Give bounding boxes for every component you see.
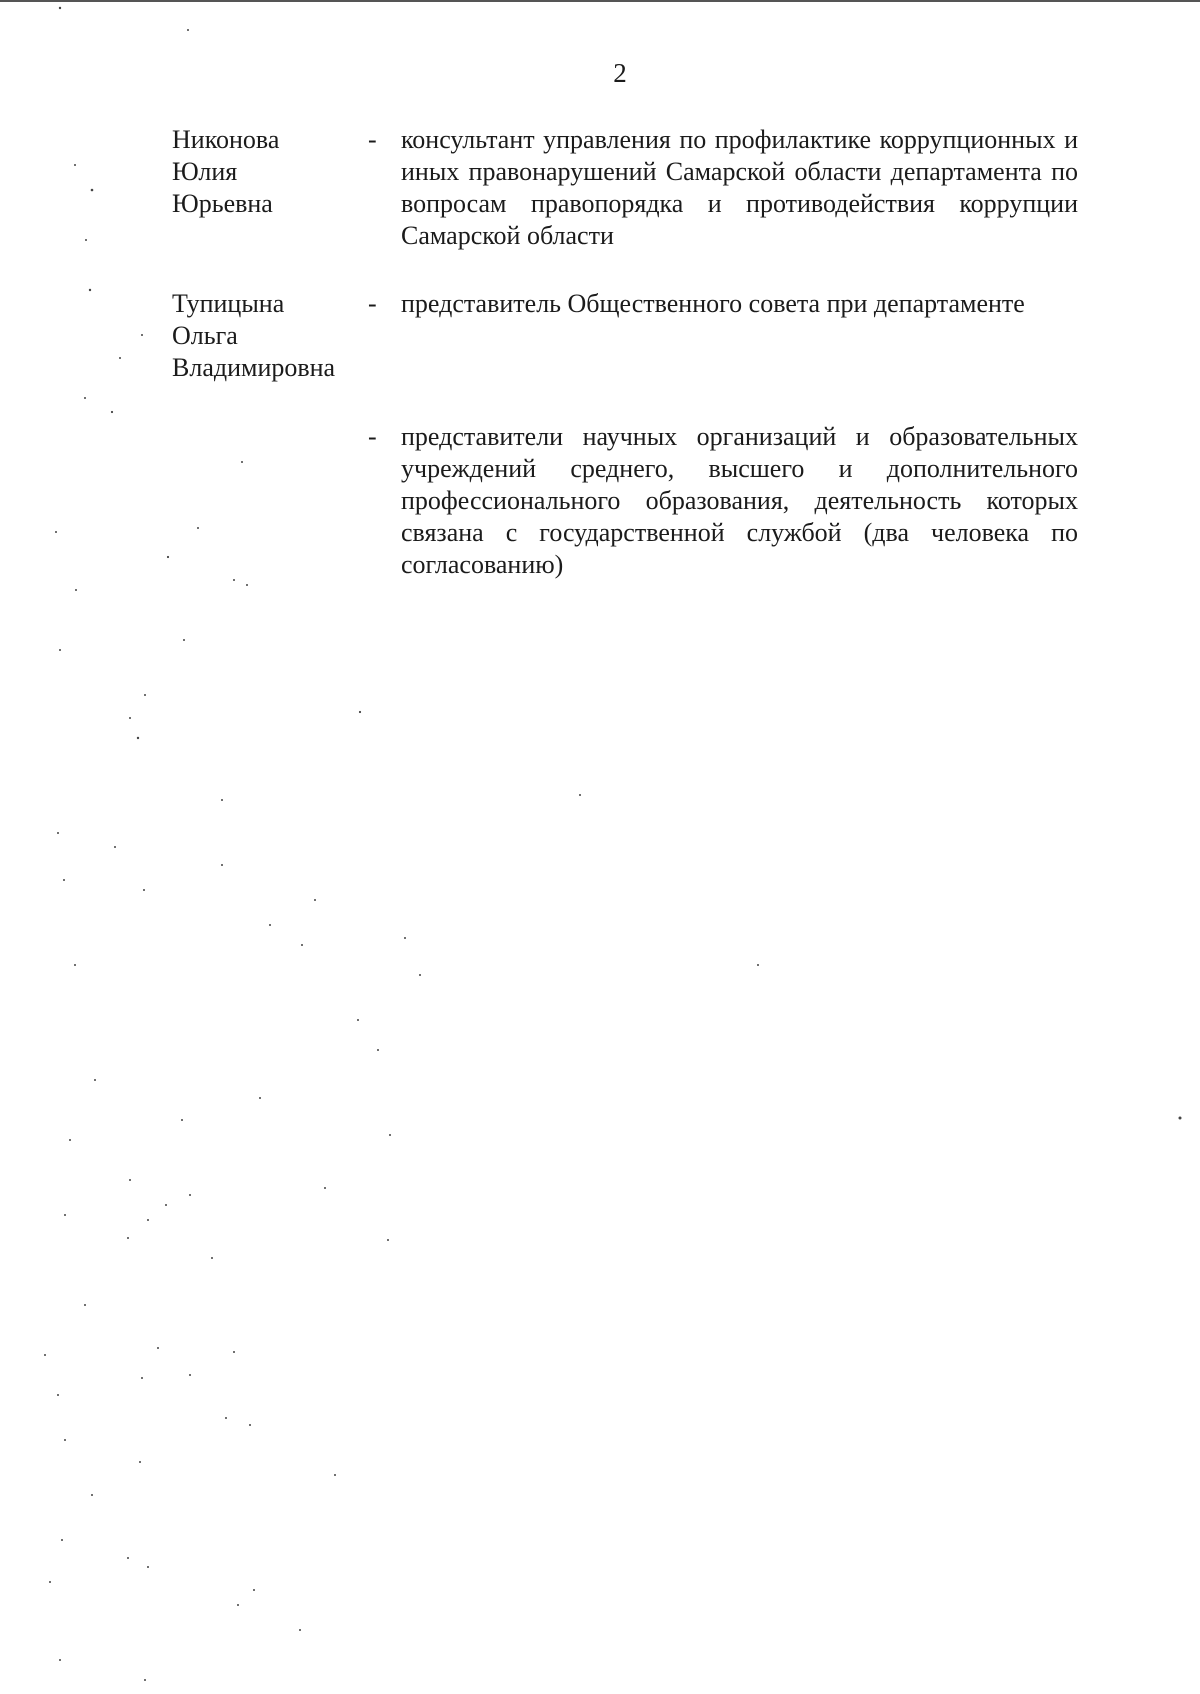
entry-dash: - xyxy=(368,422,377,451)
member-position: представители научных организаций и образовательных учреждений среднего, высшего и дополнительного профессионального образования, деятельность которых связана с государственной службой (два человека по согласованию) xyxy=(401,422,1078,579)
member-position: представитель Общественного совета при департаменте xyxy=(401,289,1025,318)
member-first-name: Ольга xyxy=(172,321,238,350)
member-position: консультант управления по профилактике коррупционных и иных правонарушений Самарской области департамента по вопросам правопорядка и противодействия коррупции Самарской области xyxy=(401,125,1078,250)
member-surname: Никонова xyxy=(172,125,280,154)
page-number: 2 xyxy=(613,58,627,88)
member-patronymic: Владимировна xyxy=(172,353,336,382)
member-patronymic: Юрьевна xyxy=(172,189,273,218)
member-surname: Тупицына xyxy=(172,289,285,318)
member-first-name: Юлия xyxy=(172,157,238,186)
entry-dash: - xyxy=(368,289,377,318)
entry-dash: - xyxy=(368,125,377,154)
